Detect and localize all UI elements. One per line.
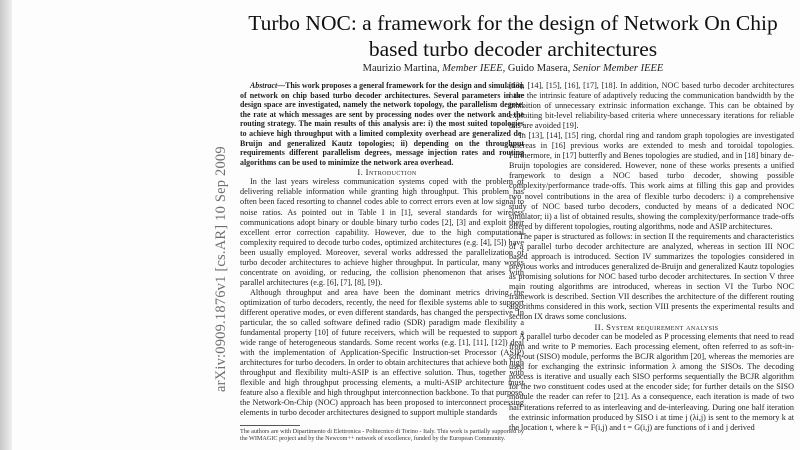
author-role-1: Member IEEE — [442, 63, 503, 74]
section-heading-introduction: I. Introduction — [357, 167, 417, 178]
paper-title: Turbo NOC: a framework for the design of Network On Chip based turbo decoder architectures — [248, 11, 778, 61]
footnote-affiliation: The authors are with Dipartimento di Elettronica - Politecnico di Torino - Italy. This work is partially supported by the WIMAGIC project and by the Newcom++ network of excellence, funded by the European Community. — [240, 428, 524, 442]
left-column — [240, 81, 524, 419]
intro-paragraph-1: In the last years wireless communication systems coped with the problem of delivering reliable information while granting high throughput. This problem has often been faced resorting to channel codes able to correct errors even at low signal to noise ratios. As pointed out in Table I in [1], several standards for wireless communications adopt binary or double binary turbo codes [2], [3] and exploit their excellent error correction capability. However, due to the high computational complexity required to decode turbo codes, optimized architectures (e.g. [4], [5]) have been usually employed. Moreover, several works addressed the parallelization of turbo decoder architectures to achieve higher throughput. In particular, many works concentrate on avoiding, or reducing, the collision phenomenon that arises with parallel architectures (e.g. [6], [7], [8], [9]). — [240, 177, 524, 287]
right-paragraph-4: A parallel turbo decoder can be modeled as P processing elements that need to read from and write to P memories. Each processing element, often referred to as soft-in-soft-out (SISO) module, performs the BCJR algorithm [20], whereas the memories are used for exchanging the extrinsic information λ among the SISOs. The decoding process is iterative and usually each SISO performs sequentially the BCJR algorithm for the two constituent codes used at the encoder side; for further details on the SISO module the reader can refer to [21]. As a consequence, each iteration is made of two half iterations referred to as interleaving and de-interleaving. During one half iteration the extrinsic information produced by SISO i at time j (λi,j) is sent to the memory k at the location t, where k = F(i,j) and t = G(i,j) are functions of i and j derived — [509, 332, 794, 432]
author-role-2: Senior Member IEEE — [572, 63, 664, 74]
abstract — [240, 81, 524, 167]
author-names: Maurizio Martina, — [362, 63, 443, 74]
right-column — [509, 81, 794, 433]
author-names-2: , Guido Masera, — [502, 63, 573, 74]
abstract-label: Abstract — [250, 81, 278, 90]
abstract-text: —This work proposes a general framework for the design and simulation of network on chip based turbo decoder architectures. Several parameters in the design space are investigated, namely the network topology, the parallelism degree, the rate at which messages are sent by processing nodes over the network and the routing strategy. The main results of this analysis are: i) the most suited topologies to achieve high throughput with a limited complexity overhead are generalized de-Bruijn and generalized Kautz topologies; ii) depending on the throughput requirements different parallelism degrees, message injection rates and routing algorithms can be used to minimize the network area overhead. — [240, 81, 524, 167]
arxiv-identifier: arXiv:0909.1876v1 [cs.AR] 10 Sep 2009 — [213, 146, 229, 392]
section-heading-system-requirements: II. System requirement analysis — [594, 322, 719, 333]
right-paragraph-2: In [13], [14], [15] ring, chordal ring and random graph topologies are investigated whereas in [16] previous works are extended to mesh and toroidal topologies. Furthermore, in [17] butterfly and Benes topologies are studied, and in [18] binary de-Bruijn topologies are considered. However, none of these works presents a unified framework to design a NOC based turbo decoder, showing possible complexity/performance trade-offs. This work aims at filling this gap and provides two novel contributions in the area of flexible turbo decoders: i) a comprehensive study of NOC based turbo decoders, conducted by means of a dedicated NOC simulator; ii) a list of obtained results, showing the complexity/performance trade-offs offered by different topologies, routing algorithms, node and ASIP architectures. — [509, 131, 794, 231]
page-binding-shadow — [0, 0, 12, 450]
right-paragraph-1: [13], [14], [15], [16], [17], [18]. In addition, NOC based turbo decoder architectures have the intrinsic feature of adaptively reducing the communication bandwidth by the inhibition of unnecessary extrinsic information exchange. This can be obtained by exploiting bit-level reliability-based criteria where unnecessary iterations for reliable bits are avoided [19]. — [509, 81, 794, 131]
right-paragraph-3: The paper is structured as follows: in section II the requirements and characteristics of a parallel turbo decoder architecture are analyzed, whereas in section III NOC based approach is introduced. Section IV summarizes the topologies considered in previous works and introduces generalized de-Bruijn and generalized Kautz topologies as promising solutions for NOC based turbo decoder architectures. In section V three main routing algorithms are introduced, whereas in section VI the Turbo NOC framework is described. Section VII describes the architecture of the different routing algorithms considered in this work, section VIII presents the experimental results and section IX draws some conclusions. — [509, 231, 794, 322]
author-line — [228, 63, 798, 74]
intro-paragraph-2: Although throughput and area have been the dominant metrics driving the optimization of turbo decoders, recently, the need for flexible systems able to support different operative modes, or even different standards, has changed the perspective. In particular, the so called software defined radio (SDR) paradigm made flexibility a fundamental property [10] of future receivers, which will be requested to support a wide range of heterogeneous standards. Some recent works (e.g. [1], [11], [12]) deal with the implementation of Application-Specific Instruction-set Processor (ASIP) architectures for turbo decoders. In order to obtain architectures that achieve both high throughput and flexibility multi-ASIP is an effective solution. Thus, together with flexible and high throughput processing elements, a multi-ASIP architecture must feature also a flexible and high throughput interconnection backbone. To that purpose, the Network-On-Chip (NOC) approach has been proposed to interconnect processing elements in turbo decoder architectures designed to support multiple standards — [240, 287, 524, 418]
